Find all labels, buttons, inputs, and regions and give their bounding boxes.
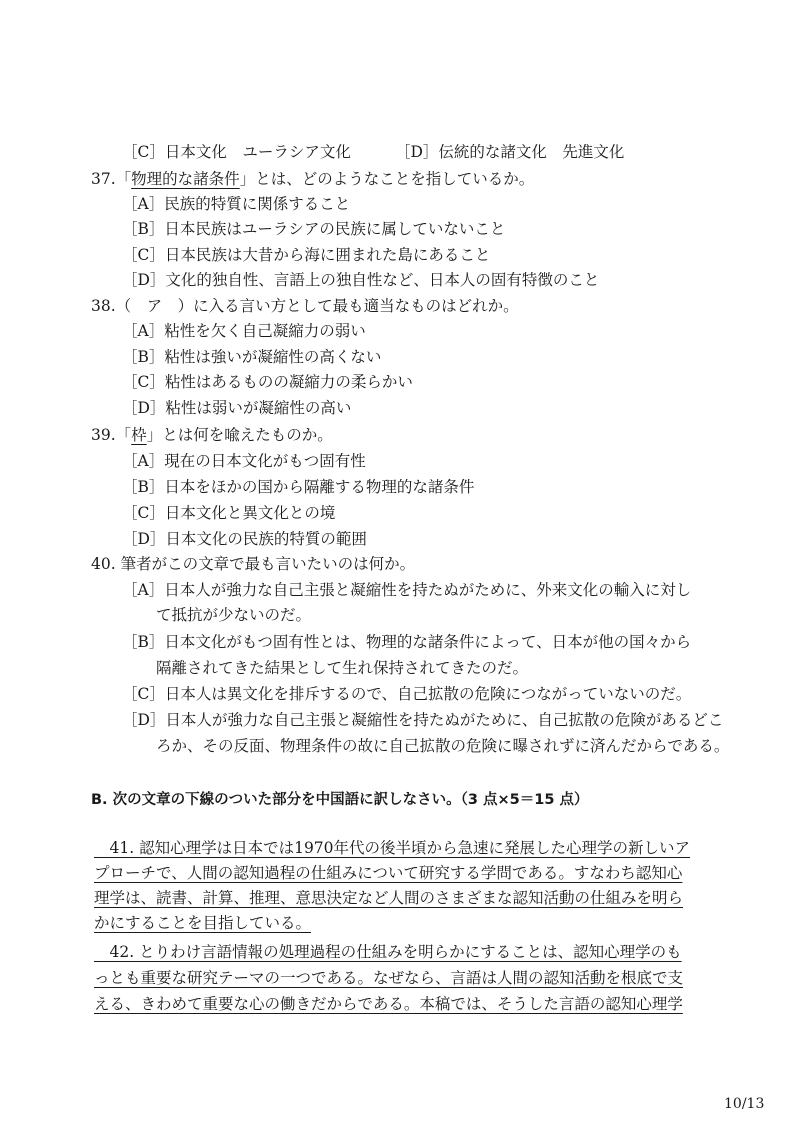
q37-option-a: ［A］民族的特質に関係すること [122,195,351,213]
q39-quote-word: 枠 [131,426,147,444]
q39-option-a: ［A］現在の日本文化がもつ固有性 [122,452,366,470]
q38-option-c: ［C］粘性はあるものの凝縮力の柔らかい [122,373,413,391]
q40-question: 40. 筆者がこの文章で最も言いたいのは何か。 [91,555,416,573]
passage-line: っとも重要な研究テーマの一つである。なぜなら、言語は人間の認知活動を根底で支 [94,969,684,987]
q38-option-b: ［B］粘性は強いが凝縮性の高くない [122,348,382,366]
page-number: 10/13 [724,1096,765,1112]
q36-option-d: ［D］伝統的な諸文化 先進文化 [395,143,625,161]
q37-quote-word: 物理的な諸条件 [131,170,240,188]
q40-option-c: ［C］日本人は異文化を排斥するので、自己拡散の危険につながっていないのだ。 [122,685,692,703]
passage-line: 理学は、読書、計算、推理、意思決定など人間のさまざまな認知活動の仕組みを明ら [94,889,684,907]
q38-option-d: ［D］粘性は弱いが凝縮性の高い [122,399,352,417]
q40-option-a-line1: ［A］日本人が強力な自己主張と凝縮性を持たぬがために、外来文化の輸入に対し [122,581,692,599]
q37-question-rest: 」とは、どのようなことを指しているか。 [239,170,535,188]
q39-option-b: ［B］日本をほかの国から隔離する物理的な諸条件 [122,478,475,496]
q38-option-a: ［A］粘性を欠く自己凝縮力の弱い [122,322,366,340]
q38-question: 38.（ ア ）に入る言い方として最も適当なものはどれか。 [91,297,519,315]
q37-number: 37. [91,170,116,188]
q37-quote-open: 「 [115,170,132,188]
q39-question [91,425,333,445]
q40-option-b-line2: 隔離されてきた結果として生れ保持されてきたのだ。 [156,659,529,677]
q40-option-d-line2: ろか、その反面、物理条件の故に自己拡散の危険に曝されずに済んだからである。 [156,737,730,755]
q39-quote-open: 「 [115,426,132,444]
q39-question-rest: 」とは何を喩えたものか。 [146,426,333,444]
q36-option-c: ［C］日本文化 ユーラシア文化 [122,143,351,161]
section-b-heading: B. 次の文章の下線のついた部分を中国語に訳しなさい。（3 点×5＝15 点） [91,792,589,808]
passage-line: プローチで、人間の認知過程の仕組みについて研究する学問である。すなわち認知心 [94,864,683,882]
q40-option-b-line1: ［B］日本文化がもつ固有性とは、物理的な諸条件によって、日本が他の国々から [122,633,692,651]
passage-line: 41. 認知心理学は日本では1970年代の後半頃から急速に発展した心理学の新しいア [94,839,691,857]
q39-option-d: ［D］日本文化の民族的特質の範囲 [122,530,367,548]
q37-question [91,169,534,189]
q39-option-c: ［C］日本文化と異文化との境 [122,504,336,522]
passage-line: える、きわめて重要な心の働きだからである。本稿では、そうした言語の認知心理学 [94,995,683,1013]
passage-line: 42. とりわけ言語情報の処理過程の仕組みを明らかにすることは、認知心理学のも [94,943,682,961]
q40-option-d-line1: ［D］日本人が強力な自己主張と凝縮性を持たぬがために、自己拡散の危険があるどこ [122,711,724,729]
q37-option-d: ［D］文化的独自性、言語上の独自性など、日本人の固有特徴のこと [122,271,600,289]
q37-option-c: ［C］日本民族は大昔から海に囲まれた島にあること [122,246,491,264]
q40-option-a-line2: て抵抗が少ないのだ。 [156,606,312,624]
q37-option-b: ［B］日本民族はユーラシアの民族に属していないこと [122,220,506,238]
passage-line: かにすることを目指している。 [94,914,312,932]
q39-number: 39. [91,426,116,444]
